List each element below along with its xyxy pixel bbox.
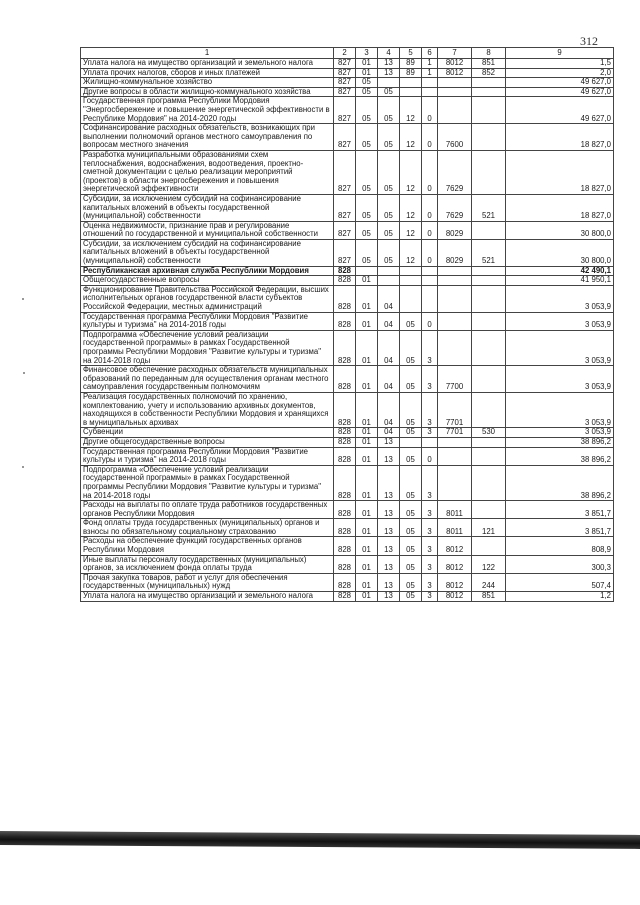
code-section: 01 [356, 555, 378, 573]
code-ministry: 828 [334, 330, 356, 365]
code-subprogram: 0 [422, 124, 438, 151]
code-program: 05 [400, 592, 422, 602]
code-program: 05 [400, 573, 422, 591]
code-section: 05 [356, 87, 378, 97]
code-program: 05 [400, 330, 422, 365]
code-target: 7629 [438, 194, 472, 221]
code-target [438, 285, 472, 312]
table-row [81, 330, 614, 365]
code-program: 05 [400, 366, 422, 393]
code-ministry: 828 [334, 276, 356, 286]
table-row [81, 501, 614, 519]
code-program: 12 [400, 150, 422, 194]
code-subprogram: 3 [422, 537, 438, 555]
code-section: 05 [356, 78, 378, 88]
code-section: 05 [356, 239, 378, 266]
row-description: Государственная программа Республики Мордовия "Развитие культуры и туризма" на 2014-2018 годы [81, 447, 334, 465]
table-row [81, 285, 614, 312]
code-target [438, 87, 472, 97]
column-header: 1 [81, 48, 334, 59]
code-section: 01 [356, 501, 378, 519]
table-row [81, 592, 614, 602]
code-section: 01 [356, 68, 378, 78]
code-subsection: 13 [378, 59, 400, 69]
code-target [438, 437, 472, 447]
code-subprogram: 0 [422, 239, 438, 266]
code-subsection: 04 [378, 392, 400, 427]
code-ministry: 828 [334, 266, 356, 276]
code-expense-type [472, 124, 506, 151]
code-ministry: 828 [334, 428, 356, 438]
code-program: 05 [400, 537, 422, 555]
code-ministry: 827 [334, 87, 356, 97]
code-subprogram: 3 [422, 392, 438, 427]
code-expense-type: 122 [472, 555, 506, 573]
code-expense-type [472, 501, 506, 519]
code-subsection: 13 [378, 592, 400, 602]
code-subprogram: 3 [422, 366, 438, 393]
code-subprogram: 1 [422, 59, 438, 69]
code-expense-type: 521 [472, 239, 506, 266]
amount: 808,9 [506, 537, 614, 555]
code-subprogram: 3 [422, 465, 438, 500]
code-subprogram: 0 [422, 194, 438, 221]
column-header: 2 [334, 48, 356, 59]
row-description: Расходы на выплаты по оплате труда работников государственных органов Республики Мордовия [81, 501, 334, 519]
code-subsection: 05 [378, 194, 400, 221]
code-ministry: 828 [334, 519, 356, 537]
amount: 3 053,9 [506, 428, 614, 438]
code-program [400, 87, 422, 97]
code-subprogram [422, 87, 438, 97]
table-row [81, 68, 614, 78]
code-ministry: 827 [334, 194, 356, 221]
code-target: 8012 [438, 555, 472, 573]
code-subprogram: 3 [422, 555, 438, 573]
table-row [81, 537, 614, 555]
row-description: Иные выплаты персоналу государственных (муниципальных) органов, за исключением фонда оплаты труда [81, 555, 334, 573]
column-header: 8 [472, 48, 506, 59]
code-expense-type [472, 150, 506, 194]
amount: 3 053,9 [506, 330, 614, 365]
code-program: 89 [400, 59, 422, 69]
row-description: Республиканская архивная служба Республики Мордовия [81, 266, 334, 276]
scan-speck [23, 372, 25, 374]
code-expense-type [472, 465, 506, 500]
code-section: 01 [356, 59, 378, 69]
code-section: 01 [356, 392, 378, 427]
code-section: 01 [356, 519, 378, 537]
code-subsection: 05 [378, 97, 400, 124]
code-target: 7600 [438, 124, 472, 151]
row-description: Государственная программа Республики Мордовия "Энергосбережение и повышение энергетической эффективности в Республике Мордовия" на 2014-2020 годы [81, 97, 334, 124]
code-target [438, 266, 472, 276]
code-program [400, 285, 422, 312]
code-subsection: 13 [378, 68, 400, 78]
code-ministry: 827 [334, 150, 356, 194]
code-subprogram [422, 437, 438, 447]
code-program: 12 [400, 97, 422, 124]
table-row [81, 428, 614, 438]
code-section: 01 [356, 366, 378, 393]
code-expense-type: 121 [472, 519, 506, 537]
code-subprogram [422, 266, 438, 276]
code-subprogram: 3 [422, 428, 438, 438]
code-expense-type [472, 437, 506, 447]
code-program [400, 276, 422, 286]
column-header: 6 [422, 48, 438, 59]
column-header: 7 [438, 48, 472, 59]
code-section: 05 [356, 97, 378, 124]
code-subsection: 13 [378, 437, 400, 447]
code-expense-type [472, 78, 506, 88]
scan-speck [22, 298, 24, 300]
code-target: 8011 [438, 501, 472, 519]
row-description: Жилищно-коммунальное хозяйство [81, 78, 334, 88]
amount: 300,3 [506, 555, 614, 573]
code-target: 7700 [438, 366, 472, 393]
amount: 3 851,7 [506, 501, 614, 519]
amount: 18 827,0 [506, 194, 614, 221]
code-subsection: 04 [378, 428, 400, 438]
code-subsection: 13 [378, 537, 400, 555]
code-ministry: 828 [334, 465, 356, 500]
code-expense-type: 530 [472, 428, 506, 438]
code-program: 12 [400, 221, 422, 239]
code-ministry: 828 [334, 366, 356, 393]
code-subprogram: 3 [422, 592, 438, 602]
table-row [81, 59, 614, 69]
row-description: Государственная программа Республики Мордовия "Развитие культуры и туризма" на 2014-2018 годы [81, 312, 334, 330]
code-program: 05 [400, 312, 422, 330]
code-section: 01 [356, 437, 378, 447]
table-row [81, 447, 614, 465]
row-description: Финансовое обеспечение расходных обязательств муниципальных образований по переданным для осуществления органам местного самоуправления государственным полномочиям [81, 366, 334, 393]
code-subsection [378, 78, 400, 88]
code-subprogram: 0 [422, 97, 438, 124]
code-subprogram: 0 [422, 150, 438, 194]
code-target: 8012 [438, 573, 472, 591]
table-row [81, 465, 614, 500]
code-section: 01 [356, 312, 378, 330]
code-subprogram: 3 [422, 573, 438, 591]
code-subsection: 13 [378, 519, 400, 537]
table-row [81, 276, 614, 286]
code-subprogram: 3 [422, 501, 438, 519]
table-row [81, 519, 614, 537]
code-expense-type [472, 266, 506, 276]
code-program: 12 [400, 239, 422, 266]
code-expense-type: 852 [472, 68, 506, 78]
code-program: 05 [400, 465, 422, 500]
code-target [438, 330, 472, 365]
code-target [438, 78, 472, 88]
amount: 3 053,9 [506, 285, 614, 312]
code-section: 01 [356, 592, 378, 602]
amount: 2,0 [506, 68, 614, 78]
code-ministry: 828 [334, 537, 356, 555]
code-expense-type: 851 [472, 592, 506, 602]
row-description: Общегосударственные вопросы [81, 276, 334, 286]
column-header: 4 [378, 48, 400, 59]
code-ministry: 827 [334, 124, 356, 151]
code-subprogram: 3 [422, 519, 438, 537]
code-subsection: 04 [378, 312, 400, 330]
table-row [81, 266, 614, 276]
amount: 42 490,1 [506, 266, 614, 276]
row-description: Подпрограмма «Обеспечение условий реализации государственной программы» в рамках Государственной программы Республики Мордовия "Развитие культуры и туризма" на 2014-2018 годы [81, 465, 334, 500]
row-description: Расходы на обеспечение функций государственных органов Республики Мордовия [81, 537, 334, 555]
code-ministry: 827 [334, 97, 356, 124]
row-description: Субсидии, за исключением субсидий на софинансирование капитальных вложений в объекты государственной (муниципальной) собственности [81, 194, 334, 221]
code-subprogram [422, 285, 438, 312]
code-expense-type [472, 312, 506, 330]
row-description: Субвенции [81, 428, 334, 438]
code-program [400, 78, 422, 88]
code-section [356, 266, 378, 276]
amount: 38 896,2 [506, 447, 614, 465]
code-subsection: 04 [378, 330, 400, 365]
code-target [438, 97, 472, 124]
code-expense-type [472, 537, 506, 555]
row-description: Прочая закупка товаров, работ и услуг для обеспечения государственных (муниципальных) нужд [81, 573, 334, 591]
code-ministry: 827 [334, 59, 356, 69]
code-program: 12 [400, 194, 422, 221]
code-ministry: 827 [334, 78, 356, 88]
code-target: 8029 [438, 221, 472, 239]
code-expense-type [472, 87, 506, 97]
table-row [81, 194, 614, 221]
code-target [438, 312, 472, 330]
code-program: 05 [400, 555, 422, 573]
table-row [81, 221, 614, 239]
code-ministry: 828 [334, 437, 356, 447]
code-subprogram: 0 [422, 447, 438, 465]
code-subprogram [422, 276, 438, 286]
column-header: 5 [400, 48, 422, 59]
amount: 49 627,0 [506, 87, 614, 97]
row-description: Другие общегосударственные вопросы [81, 437, 334, 447]
code-program: 05 [400, 447, 422, 465]
row-description: Подпрограмма «Обеспечение условий реализации государственной программы» в рамках Государственной программы Республики Мордовия "Развитие культуры и туризма" на 2014-2018 годы [81, 330, 334, 365]
code-subsection: 13 [378, 465, 400, 500]
row-description: Уплата налога на имущество организаций и земельного налога [81, 592, 334, 602]
code-section: 01 [356, 428, 378, 438]
code-target: 8012 [438, 592, 472, 602]
code-program: 12 [400, 124, 422, 151]
code-target: 8012 [438, 59, 472, 69]
code-expense-type [472, 97, 506, 124]
amount: 38 896,2 [506, 437, 614, 447]
code-ministry: 827 [334, 68, 356, 78]
table-row [81, 124, 614, 151]
code-subsection: 05 [378, 239, 400, 266]
code-expense-type [472, 276, 506, 286]
amount: 3 053,9 [506, 366, 614, 393]
code-subsection: 04 [378, 366, 400, 393]
code-expense-type [472, 221, 506, 239]
row-description: Субсидии, за исключением субсидий на софинансирование капитальных вложений в объекты государственной (муниципальной) собственности [81, 239, 334, 266]
code-subsection: 04 [378, 285, 400, 312]
amount: 49 627,0 [506, 97, 614, 124]
code-ministry: 828 [334, 285, 356, 312]
amount: 38 896,2 [506, 465, 614, 500]
row-description: Уплата налога на имущество организаций и земельного налога [81, 59, 334, 69]
code-expense-type [472, 392, 506, 427]
code-subsection: 13 [378, 555, 400, 573]
code-program: 05 [400, 428, 422, 438]
code-expense-type: 521 [472, 194, 506, 221]
row-description: Разработка муниципальными образованиями схем теплоснабжения, водоснабжения, водоотведения, проектно-сметной документации с целью реализации мероприятий (проектов) в области энергосбережения и повышения энергетической эффективности [81, 150, 334, 194]
code-subsection: 05 [378, 150, 400, 194]
amount: 1,2 [506, 592, 614, 602]
table-row [81, 97, 614, 124]
row-description: Функционирование Правительства Российской Федерации, высших исполнительных органов государственной власти субъектов Российской Федерации, местных администраций [81, 285, 334, 312]
code-target: 7629 [438, 150, 472, 194]
table-row [81, 437, 614, 447]
row-description: Фонд оплаты труда государственных (муниципальных) органов и взносы по обязательному социальному страхованию [81, 519, 334, 537]
table-row [81, 239, 614, 266]
amount: 507,4 [506, 573, 614, 591]
code-expense-type [472, 366, 506, 393]
scan-edge-bar [0, 831, 640, 849]
code-target [438, 447, 472, 465]
code-section: 05 [356, 194, 378, 221]
amount: 49 627,0 [506, 78, 614, 88]
code-program: 05 [400, 392, 422, 427]
code-target: 7701 [438, 428, 472, 438]
page-number: 312 [580, 34, 598, 48]
code-target: 8012 [438, 537, 472, 555]
code-program [400, 437, 422, 447]
code-ministry: 828 [334, 312, 356, 330]
code-program: 05 [400, 501, 422, 519]
code-ministry: 828 [334, 592, 356, 602]
amount: 30 800,0 [506, 239, 614, 266]
column-header: 9 [506, 48, 614, 59]
table-row [81, 392, 614, 427]
code-subsection [378, 266, 400, 276]
code-ministry: 827 [334, 239, 356, 266]
code-subsection: 13 [378, 447, 400, 465]
code-target: 7701 [438, 392, 472, 427]
code-program [400, 266, 422, 276]
code-section: 05 [356, 150, 378, 194]
amount: 18 827,0 [506, 124, 614, 151]
code-section: 01 [356, 537, 378, 555]
code-expense-type [472, 447, 506, 465]
row-description: Софинансирование расходных обязательств, возникающих при выполнении полномочий органов местного самоуправления по вопросам местного значения [81, 124, 334, 151]
amount: 3 053,9 [506, 312, 614, 330]
code-section: 01 [356, 465, 378, 500]
column-header: 3 [356, 48, 378, 59]
amount: 1,5 [506, 59, 614, 69]
amount: 3 851,7 [506, 519, 614, 537]
code-section: 01 [356, 330, 378, 365]
code-expense-type [472, 330, 506, 365]
code-expense-type: 244 [472, 573, 506, 591]
table-row [81, 150, 614, 194]
code-subsection: 05 [378, 221, 400, 239]
row-description: Уплата прочих налогов, сборов и иных платежей [81, 68, 334, 78]
table-row [81, 87, 614, 97]
amount: 41 950,1 [506, 276, 614, 286]
code-subsection: 13 [378, 573, 400, 591]
code-subprogram [422, 78, 438, 88]
row-description: Реализация государственных полномочий по хранению, комплектованию, учету и использованию архивных документов, находящихся в собственности Республики Мордовия и хранящихся в муниципальных архивах [81, 392, 334, 427]
table-row [81, 366, 614, 393]
code-ministry: 828 [334, 392, 356, 427]
code-program: 89 [400, 68, 422, 78]
code-subsection: 05 [378, 124, 400, 151]
code-ministry: 828 [334, 501, 356, 519]
code-target: 8012 [438, 68, 472, 78]
code-section: 01 [356, 447, 378, 465]
code-target: 8029 [438, 239, 472, 266]
code-section: 01 [356, 285, 378, 312]
code-ministry: 828 [334, 555, 356, 573]
code-expense-type: 851 [472, 59, 506, 69]
table-row [81, 573, 614, 591]
code-target [438, 276, 472, 286]
code-subsection: 13 [378, 501, 400, 519]
budget-table [80, 47, 614, 602]
code-section: 01 [356, 276, 378, 286]
code-expense-type [472, 285, 506, 312]
code-subprogram: 0 [422, 221, 438, 239]
code-section: 01 [356, 573, 378, 591]
code-subprogram: 1 [422, 68, 438, 78]
code-ministry: 827 [334, 221, 356, 239]
code-target: 8011 [438, 519, 472, 537]
code-subprogram: 3 [422, 330, 438, 365]
code-ministry: 828 [334, 573, 356, 591]
amount: 3 053,9 [506, 392, 614, 427]
code-subsection: 05 [378, 87, 400, 97]
row-description: Другие вопросы в области жилищно-коммунального хозяйства [81, 87, 334, 97]
header-row [81, 48, 614, 59]
row-description: Оценка недвижимости, признание прав и регулирование отношений по государственной и муниципальной собственности [81, 221, 334, 239]
code-ministry: 828 [334, 447, 356, 465]
code-target [438, 465, 472, 500]
code-subprogram: 0 [422, 312, 438, 330]
code-section: 05 [356, 124, 378, 151]
amount: 18 827,0 [506, 150, 614, 194]
table-row [81, 555, 614, 573]
table-row [81, 78, 614, 88]
code-subsection [378, 276, 400, 286]
scan-speck [22, 466, 24, 468]
code-section: 05 [356, 221, 378, 239]
amount: 30 800,0 [506, 221, 614, 239]
code-program: 05 [400, 519, 422, 537]
table-row [81, 312, 614, 330]
